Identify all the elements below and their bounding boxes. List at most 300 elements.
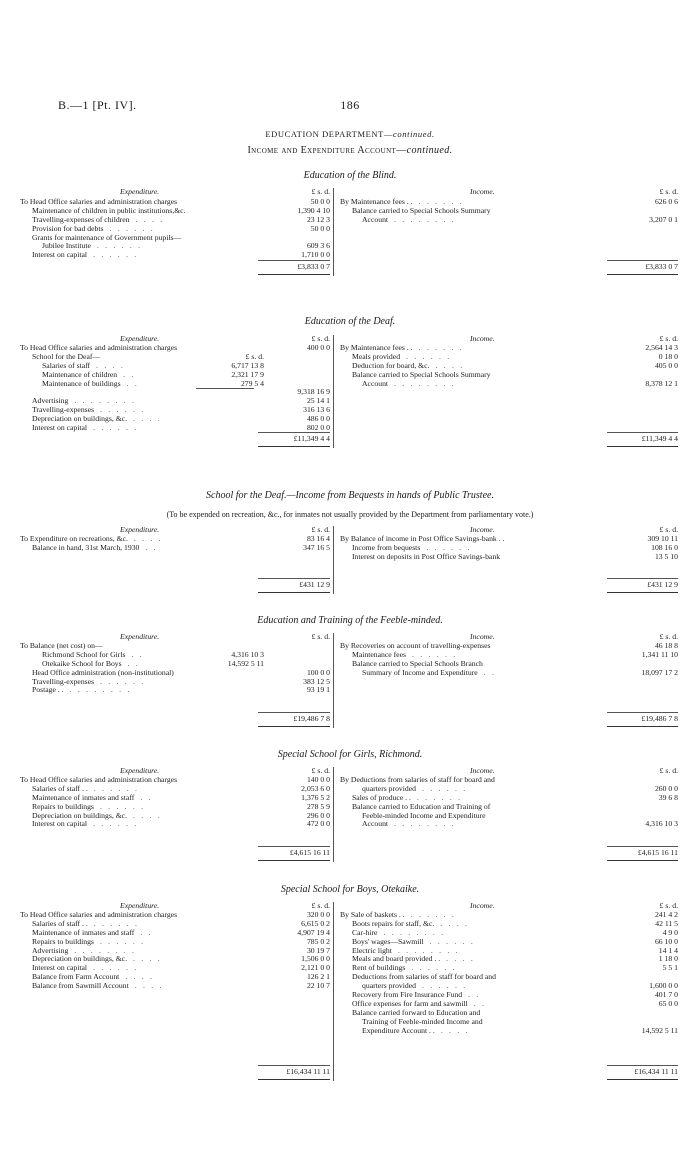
line-item-text: Meals and board provided . . [352, 954, 441, 964]
line-item-amount: 93 19 1 [306, 685, 330, 695]
line-item-text: Balance carried to Special Schools Summary [352, 369, 491, 379]
line-item-text: Balance in hand, 31st March, 1930 [32, 542, 140, 552]
line-item-text: Maintenance fees [352, 649, 406, 659]
line-item-text: Balance carried to Special Schools Branch [352, 658, 483, 668]
income-heading: Income. [470, 901, 495, 910]
line-item-text: Head Office administration (non-institutional) [32, 667, 174, 677]
double-rule [607, 1079, 678, 1080]
leader-dots: . . . . . . [410, 910, 457, 919]
line-item-amount: 2,053 6 0 [301, 783, 330, 793]
leader-dots: . . [123, 369, 136, 379]
account-title: Income and Expenditure Account— [247, 145, 407, 156]
line-item-label [42, 380, 139, 389]
line-item-text: Maintenance of inmates and staff [32, 792, 135, 802]
line-items [20, 535, 330, 553]
line-item-text: Salaries of staff . . [32, 918, 88, 928]
line-item-label [362, 820, 456, 829]
leader-dots: . . . . [133, 414, 162, 424]
line-item-text: Interest on deposits in Post Office Savings-bank [352, 551, 501, 561]
double-rule [258, 726, 330, 727]
double-rule [258, 274, 330, 275]
page-number: 186 [340, 98, 360, 112]
line-item-text: Interest on capital [32, 819, 88, 829]
line-item [20, 982, 330, 991]
expenditure-column [20, 901, 330, 991]
line-item-text: By Recoveries on account of travelling-expenses [340, 641, 491, 650]
line-item-label [362, 380, 456, 389]
line-item-text: Car-hire [352, 927, 378, 937]
line-item-amount: 472 0 0 [306, 819, 330, 829]
section-title: Education and Training of the Feeble-minded. [257, 615, 443, 626]
expenditure-heading: Expenditure. [120, 334, 160, 343]
line-item [20, 251, 330, 260]
department-name: EDUCATION DEPARTMENT— [265, 129, 394, 139]
leader-dots: . . . . . . . . [74, 945, 137, 955]
leader-dots: . . . . [133, 534, 163, 543]
line-item-amount: 65 0 0 [658, 998, 678, 1008]
double-rule [258, 860, 330, 861]
expenditure-total: £4,615 16 11 [258, 846, 330, 858]
line-item-amount: 108 16 0 [651, 542, 678, 552]
leader-dots: . . . . . . . . [383, 927, 446, 937]
line-item-text: Boots repairs for staff, &c. [352, 918, 435, 928]
leader-dots: . . . . [440, 1025, 470, 1035]
expenditure-heading: Expenditure. [120, 187, 160, 196]
leader-dots: . . [140, 927, 153, 937]
column-divider [333, 335, 334, 448]
expenditure-total: £3,833 0 7 [258, 260, 330, 272]
line-item-amount: 100 0 0 [306, 667, 330, 677]
expenditure-total: £19,486 7 8 [258, 712, 330, 724]
double-rule [607, 592, 678, 593]
income-column [340, 766, 678, 829]
line-item-amount: 140 0 0 [306, 775, 330, 784]
expenditure-column [20, 187, 330, 260]
department-continued: continued. [393, 129, 435, 139]
line-item-text: Otekaike School for Boys [42, 658, 122, 668]
line-item [340, 553, 678, 562]
line-item-text: Provision for bad debts [32, 223, 104, 233]
line-item-amount: 126 2 1 [306, 972, 330, 982]
line-item-text: Account [362, 214, 389, 224]
income-total: £4,615 16 11 [607, 846, 678, 858]
expenditure-column [20, 525, 330, 552]
double-rule [258, 592, 330, 593]
line-item-amount: 609 3 6 [306, 241, 330, 251]
currency-header: £ s. d. [311, 334, 330, 343]
line-item-text: Advertising [32, 945, 69, 955]
line-item [340, 812, 678, 821]
line-item-amount: 1,376 5 2 [301, 792, 330, 802]
leader-dots: . . [483, 667, 497, 677]
expenditure-heading: Expenditure. [120, 632, 160, 641]
line-item-amount: 347 16 5 [303, 542, 330, 552]
income-total: £431 12 9 [607, 578, 678, 590]
income-column [340, 525, 678, 561]
leader-dots: . . . . . . [96, 241, 143, 251]
leader-dots: . . . . [446, 954, 476, 964]
line-item-text: Interest on capital [32, 250, 88, 260]
income-column [340, 334, 678, 388]
column-header [340, 188, 678, 197]
line-item-text: Travelling-expenses of children [32, 214, 130, 224]
line-item-text: Balance from Sawmill Account [32, 981, 129, 991]
line-item-text: Jubilee Institute [42, 241, 91, 251]
income-total: £11,349 4 4 [607, 432, 678, 444]
currency-header: £ s. d. [659, 766, 678, 775]
line-item-amount: 83 16 4 [306, 534, 330, 543]
line-item-amount: 8,378 12 1 [645, 378, 678, 388]
line-item-amount: 405 0 0 [654, 360, 678, 370]
line-item-text: Interest on capital [32, 423, 88, 433]
line-item [20, 678, 330, 687]
line-item-text: Deduction for board, &c. [352, 360, 430, 370]
leader-dots: . . . . . . [93, 819, 139, 829]
line-item-amount: 23 12 3 [306, 214, 330, 224]
income-column [340, 187, 678, 224]
leader-dots: . . . . [125, 972, 155, 982]
line-item-text: Maintenance of inmates and staff [32, 927, 135, 937]
section-title: School for the Deaf.—Income from Bequests in hands of Public Trustee. [206, 490, 494, 501]
line-item-text: Travelling-expenses [32, 676, 95, 686]
leader-dots: . . . . . . [93, 783, 140, 793]
line-item [20, 544, 330, 553]
line-item-text: Sales of produce . . [352, 792, 411, 802]
line-item-text: By Maintenance fees . . [340, 343, 413, 352]
line-item-text: Rent of buildings [352, 963, 406, 973]
subtotal-rule [196, 388, 254, 389]
double-rule [258, 1079, 330, 1080]
leader-dots: . . . . . . [418, 343, 464, 352]
expenditure-total: £431 12 9 [258, 578, 330, 590]
line-item-text: Depreciation on buildings, &c. [32, 954, 128, 964]
leader-dots: . . . . . . . . [397, 945, 460, 955]
line-item-label [362, 216, 456, 225]
income-heading: Income. [470, 632, 495, 641]
line-item-text: Recovery from Fire Insurance Fund [352, 990, 463, 1000]
leader-dots: . . . . [133, 810, 162, 820]
leader-dots: . . . . . . [411, 963, 457, 973]
line-item-text: Account [362, 819, 389, 829]
expenditure-total: £11,349 4 4 [258, 432, 330, 444]
line-item-label [352, 553, 500, 562]
line-item-text: To Head Office salaries and administration charges [20, 910, 178, 919]
line-item-amount: 1,506 0 0 [301, 954, 330, 964]
line-item-amount: 5 5 1 [662, 963, 678, 973]
line-item-amount: 1,390 4 10 [297, 205, 330, 215]
leader-dots: . . . . . . [429, 936, 475, 946]
line-item-amount: 2,121 0 0 [301, 963, 330, 973]
line-item-amount: 2,564 14 3 [645, 343, 678, 352]
leader-dots: . . . . [440, 918, 470, 928]
line-item-amount: 278 5 9 [306, 801, 330, 811]
line-item-text: Deductions from salaries of staff for board and [352, 972, 496, 982]
leader-dots: . . . . . . . . [394, 214, 456, 224]
leader-dots: . . . . [96, 360, 125, 370]
leader-dots: . . . . . . [93, 250, 139, 260]
leader-dots: . . . . . . [418, 197, 464, 206]
line-item-amount: 22 10 7 [306, 981, 330, 991]
line-item-text: Feeble-minded Income and Expenditure [362, 810, 486, 820]
leader-dots: . . . . . . [100, 405, 146, 415]
line-item-amount: 260 0 0 [654, 783, 678, 793]
line-item [340, 207, 678, 216]
line-item-text: Interest on capital [32, 963, 88, 973]
currency-header: £ s. d. [311, 187, 330, 196]
line-item-text: Balance carried forward to Education and [352, 1007, 481, 1017]
line-item-amount: 13 5 10 [654, 551, 678, 561]
line-item-text: Expenditure Account . . [362, 1025, 435, 1035]
line-item-amount: 400 0 0 [306, 343, 330, 352]
line-item-amount: 46 18 8 [654, 641, 678, 650]
line-item-text: Salaries of staff [42, 360, 91, 370]
line-item-amount: 4,907 19 4 [297, 927, 330, 937]
line-item-text: To Head Office salaries and administration charges [20, 775, 178, 784]
section-note: (To be expended on recreation, &c., for inmates not usually provided by the Department from parliamentary vote.) [166, 510, 534, 519]
leader-dots: . . . . . . [109, 223, 155, 233]
leader-dots: . . [131, 649, 144, 659]
line-item-label [32, 424, 138, 433]
line-item-amount: 14,592 5 11 [641, 1025, 678, 1035]
column-divider [333, 526, 334, 594]
currency-header: £ s. d. [659, 525, 678, 534]
line-item [340, 669, 678, 678]
income-total: £16,434 11 11 [607, 1065, 678, 1077]
line-item [20, 380, 330, 389]
line-item-text: Balance from Farm Account [32, 972, 120, 982]
line-item-text: Depreciation on buildings, &c. [32, 810, 128, 820]
leader-dots: . . . . . . [422, 783, 468, 793]
income-total: £19,486 7 8 [607, 712, 678, 724]
expenditure-heading: Expenditure. [120, 766, 160, 775]
column-divider [333, 188, 334, 276]
leader-dots: . . . . . . . . [394, 378, 456, 388]
income-heading: Income. [470, 766, 495, 775]
line-item-amount: 296 0 0 [306, 810, 330, 820]
line-item [340, 1027, 678, 1036]
line-item-text: Maintenance of buildings [42, 378, 121, 388]
line-item-text: Grants for maintenance of Government pupils— [32, 232, 182, 242]
line-item-text: To Expenditure on recreations, &c. [20, 534, 128, 543]
line-item-label [362, 1027, 470, 1036]
line-item-amount: 9,318 16 9 [297, 387, 330, 397]
inner-amount: 279 5 4 [240, 378, 264, 388]
line-item-text: Maintenance of children in public institutions,&c. [32, 205, 186, 215]
line-item-amount: 39 6 8 [658, 792, 678, 802]
line-item-text: Richmond School for Girls [42, 649, 126, 659]
line-item-amount: 316 13 6 [303, 405, 330, 415]
expenditure-column [20, 334, 330, 433]
line-item-text: Balance carried to Special Schools Summary [352, 205, 491, 215]
line-item-amount: 50 0 0 [310, 197, 330, 206]
line-item-amount: 309 10 11 [647, 534, 678, 543]
leader-dots: . . . . . . [99, 801, 146, 811]
line-item-text: By Sale of baskets . . [340, 910, 405, 919]
leader-dots: . . [468, 990, 481, 1000]
line-item-label [32, 686, 131, 695]
expenditure-column [20, 632, 330, 695]
leader-dots: . . . . [435, 360, 465, 370]
leader-dots: . . . . [133, 954, 162, 964]
line-item-amount: 25 14 1 [306, 396, 330, 406]
inner-amount: 4,316 10 3 [231, 649, 264, 659]
inner-amount: 14,592 5 11 [227, 658, 264, 668]
column-divider [333, 633, 334, 728]
line-item-text: Travelling-expenses [32, 405, 95, 415]
line-item [340, 380, 678, 389]
line-item-text: Income from bequests [352, 542, 421, 552]
double-rule [258, 446, 330, 447]
line-item-amount: 383 12 5 [303, 676, 330, 686]
line-items [20, 642, 330, 695]
line-items [20, 911, 330, 991]
double-rule [607, 726, 678, 727]
currency-header: £ s. d. [311, 901, 330, 910]
line-item-text: To Balance (net cost) on— [20, 641, 103, 650]
line-item-amount: 486 0 0 [306, 414, 330, 424]
line-item-text: Meals provided [352, 351, 401, 361]
leader-dots: . . . . . . . . [69, 685, 132, 695]
double-rule [607, 860, 678, 861]
line-item-amount: 4 9 0 [662, 927, 678, 937]
line-item-amount: 4,316 10 3 [645, 819, 678, 829]
line-item-amount: 1,600 0 0 [649, 981, 678, 991]
line-item-text: Balance carried to Education and Training of [352, 801, 491, 811]
line-item-amount: 626 0 6 [654, 197, 678, 206]
line-item-amount: 0 18 0 [658, 351, 678, 361]
leader-dots: . . [145, 542, 158, 552]
account-continued: continued. [406, 145, 453, 156]
expenditure-heading: Expenditure. [120, 901, 160, 910]
section-title: Special School for Boys, Otekaike. [280, 884, 420, 895]
currency-header: £ s. d. [311, 766, 330, 775]
line-item-text: Depreciation on buildings, &c. [32, 414, 128, 424]
line-item-text: By Deductions from salaries of staff for board and [340, 775, 495, 784]
line-item-text: Postage . . [32, 685, 64, 695]
income-heading: Income. [470, 525, 495, 534]
inner-amount: 2,321 17 9 [231, 369, 264, 379]
line-items [340, 344, 678, 388]
line-item-amount: 1 18 0 [658, 954, 678, 964]
currency-header: £ s. d. [659, 334, 678, 343]
leader-dots: . . . . . . [100, 676, 146, 686]
line-item-text: Summary of Income and Expenditure [362, 667, 478, 677]
income-total: £3,833 0 7 [607, 260, 678, 272]
leader-dots: . . [127, 658, 141, 668]
line-item-amount: 320 0 0 [306, 910, 330, 919]
department-heading [0, 129, 700, 139]
line-item-text: quarters provided [362, 981, 417, 991]
line-item-text: quarters provided [362, 783, 417, 793]
line-item-label [32, 544, 158, 553]
line-item-text: Advertising [32, 396, 69, 406]
leader-dots: . . . . . . [416, 792, 463, 802]
section-title: Education of the Blind. [303, 170, 397, 181]
line-item-text: School for the Deaf— [32, 351, 101, 361]
line-item-text: Boys' wages—Sawmill [352, 936, 424, 946]
line-item [340, 216, 678, 225]
currency-header: £ s. d. [311, 525, 330, 534]
line-item-amount: 50 0 0 [310, 223, 330, 233]
section-title: Education of the Deaf. [304, 316, 396, 327]
leader-dots: . . . . . . [99, 936, 146, 946]
line-item-amount: 30 19 7 [306, 945, 330, 955]
line-items [340, 535, 678, 562]
leader-dots: . . [126, 378, 139, 388]
line-item-amount: 14 1 4 [658, 945, 678, 955]
line-item-amount: 241 4 2 [654, 910, 678, 919]
leader-dots: . . . . . . [426, 542, 472, 552]
leader-dots: . . . . [135, 214, 165, 224]
line-items [340, 642, 678, 678]
line-item-text: By Maintenance fees . . [340, 197, 413, 206]
double-rule [607, 446, 678, 447]
leader-dots: . . [140, 792, 153, 802]
line-items [20, 776, 330, 829]
line-item-amount: 18,097 17 2 [641, 667, 678, 677]
line-items [340, 911, 678, 1035]
line-item-text: Maintenance of children [42, 369, 118, 379]
line-items [20, 198, 330, 260]
line-item-label [32, 251, 138, 260]
line-item [340, 371, 678, 380]
double-rule [607, 274, 678, 275]
expenditure-total: £16,434 11 11 [258, 1065, 330, 1077]
running-header-reference: B.—1 [Pt. IV]. [58, 98, 137, 112]
leader-dots: . . . . . . [93, 918, 140, 928]
line-item-text: Account [362, 378, 389, 388]
leader-dots: . . . . . . [93, 423, 139, 433]
line-item-amount: 785 0 2 [306, 936, 330, 946]
line-item-amount: 1,341 11 10 [641, 649, 678, 659]
income-heading: Income. [470, 187, 495, 196]
line-item-text: Training of Feeble-minded Income and [362, 1016, 483, 1026]
line-item-text: To Head Office salaries and administration charges [20, 197, 178, 206]
line-item [20, 820, 330, 829]
line-items [340, 776, 678, 829]
section-title: Special School for Girls, Richmond. [277, 749, 423, 760]
line-item-amount: 1,710 0 0 [301, 250, 330, 260]
line-item-label [362, 669, 496, 678]
income-column [340, 901, 678, 1035]
line-item-amount: 3,207 0 1 [649, 214, 678, 224]
line-item-text: Salaries of staff . . [32, 783, 88, 793]
column-divider [333, 767, 334, 862]
line-item [340, 820, 678, 829]
line-item-amount: 66 10 0 [654, 936, 678, 946]
leader-dots: . . . . . . [412, 649, 458, 659]
leader-dots: . . [473, 998, 487, 1008]
line-items [340, 198, 678, 225]
inner-amount: 6,717 13 8 [231, 360, 264, 370]
currency-header: £ s. d. [659, 901, 678, 910]
inner-amount: £ s. d. [245, 351, 264, 361]
line-item-amount: 42 11 5 [655, 918, 678, 928]
line-item-text: Office expenses for farm and sawmill [352, 998, 468, 1008]
expenditure-column [20, 766, 330, 829]
line-item-label [32, 982, 164, 991]
leader-dots: . . . . . . [406, 351, 452, 361]
leader-dots: . . . . . . . . [74, 396, 137, 406]
line-item-text: Repairs to buildings [32, 936, 94, 946]
line-item-text: To Head Office salaries and administration charges [20, 343, 178, 352]
expenditure-heading: Expenditure. [120, 525, 160, 534]
leader-dots: . . . . . . [422, 981, 468, 991]
line-items [20, 344, 330, 433]
line-item-text: Electric light [352, 945, 392, 955]
leader-dots: . . . . . . [93, 963, 139, 973]
income-column [340, 632, 678, 677]
